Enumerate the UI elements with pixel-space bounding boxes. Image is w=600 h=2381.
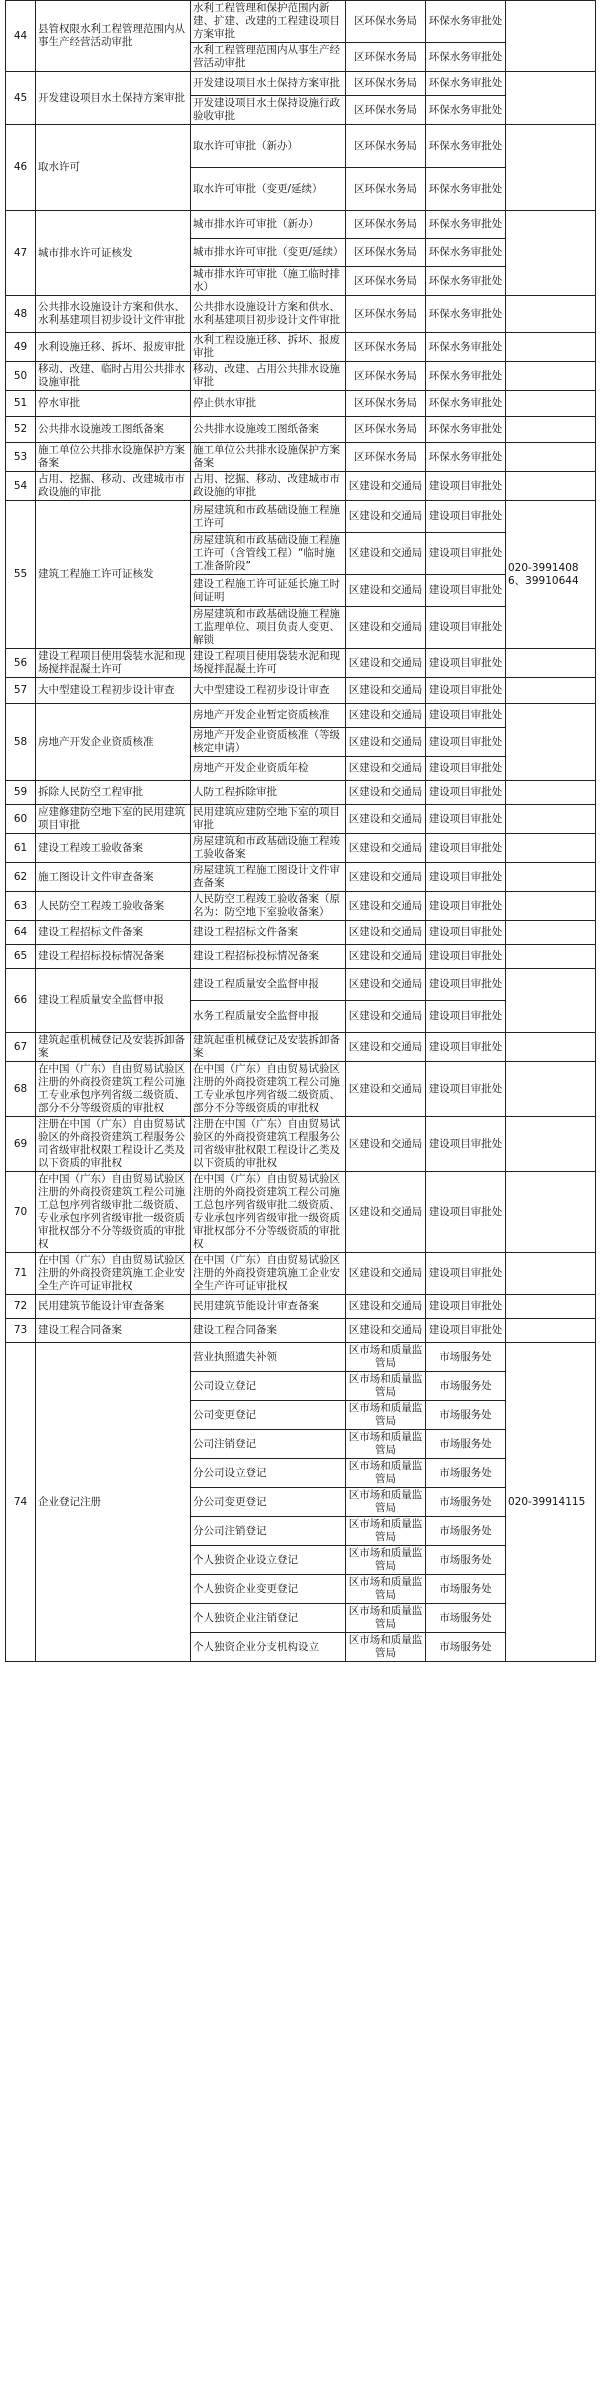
handling-office: 环保水务审批处 — [426, 43, 506, 72]
handling-office: 市场服务处 — [426, 1459, 506, 1488]
item-number: 70 — [6, 1172, 36, 1253]
sub-item-name: 公司变更登记 — [191, 1401, 346, 1430]
department: 区市场和质量监管局 — [346, 1343, 426, 1372]
table-row — [6, 417, 596, 443]
contact-phone — [506, 125, 596, 211]
sub-item-name: 水利工程管理范围内从事生产经营活动审批 — [191, 43, 346, 72]
sub-item-name: 分公司变更登记 — [191, 1488, 346, 1517]
item-number: 63 — [6, 892, 36, 921]
item-name: 大中型建设工程初步设计审查 — [36, 678, 191, 704]
department: 区环保水务局 — [346, 239, 426, 267]
table-row — [6, 501, 596, 533]
table-row — [6, 362, 596, 391]
sub-item-name: 注册在中国（广东）自由贸易试验区的外商投资建筑工程服务公司省级审批权限工程设计乙类及以下资质的审批权 — [191, 1117, 346, 1172]
item-number: 59 — [6, 781, 36, 805]
table-row — [6, 921, 596, 945]
contact-phone: 020-39914086、39910644 — [506, 501, 596, 649]
contact-phone — [506, 649, 596, 678]
item-name: 企业登记注册 — [36, 1343, 191, 1662]
contact-phone — [506, 417, 596, 443]
sub-item-name: 公司设立登记 — [191, 1372, 346, 1401]
contact-phone — [506, 834, 596, 863]
contact-phone — [506, 921, 596, 945]
sub-item-name: 移动、改建、占用公共排水设施审批 — [191, 362, 346, 391]
sub-item-name: 个人独资企业变更登记 — [191, 1575, 346, 1604]
sub-item-name: 大中型建设工程初步设计审查 — [191, 678, 346, 704]
sub-item-name: 分公司设立登记 — [191, 1459, 346, 1488]
handling-office: 建设项目审批处 — [426, 1033, 506, 1062]
table-row — [6, 391, 596, 417]
contact-phone — [506, 72, 596, 125]
sub-item-name: 人民防空工程竣工验收备案（原名为：防空地下室验收备案） — [191, 892, 346, 921]
sub-item-name: 建设工程招标投标情况备案 — [191, 945, 346, 969]
department: 区环保水务局 — [346, 417, 426, 443]
handling-office: 建设项目审批处 — [426, 863, 506, 892]
department: 区建设和交通局 — [346, 1001, 426, 1033]
table-row — [6, 72, 596, 96]
handling-office: 建设项目审批处 — [426, 704, 506, 728]
item-number: 64 — [6, 921, 36, 945]
table-row — [6, 834, 596, 863]
item-number: 69 — [6, 1117, 36, 1172]
sub-item-name: 民用建筑应建防空地下室的项目审批 — [191, 805, 346, 834]
item-number: 54 — [6, 472, 36, 501]
item-number: 74 — [6, 1343, 36, 1662]
handling-office: 建设项目审批处 — [426, 1295, 506, 1319]
department: 区环保水务局 — [346, 267, 426, 296]
department: 区市场和质量监管局 — [346, 1459, 426, 1488]
sub-item-name: 人防工程拆除审批 — [191, 781, 346, 805]
handling-office: 环保水务审批处 — [426, 1, 506, 43]
contact-phone: 020-39914115 — [506, 1343, 596, 1662]
item-name: 建设工程竣工验收备案 — [36, 834, 191, 863]
handling-office: 建设项目审批处 — [426, 1117, 506, 1172]
item-number: 48 — [6, 296, 36, 333]
sub-item-name: 停止供水审批 — [191, 391, 346, 417]
item-name: 占用、挖掘、移动、改建城市市政设施的审批 — [36, 472, 191, 501]
department: 区环保水务局 — [346, 333, 426, 362]
item-name: 城市排水许可证核发 — [36, 211, 191, 296]
handling-office: 市场服务处 — [426, 1488, 506, 1517]
sub-item-name: 城市排水许可审批（施工临时排水） — [191, 267, 346, 296]
contact-phone — [506, 678, 596, 704]
sub-item-name: 公司注销登记 — [191, 1430, 346, 1459]
handling-office: 环保水务审批处 — [426, 267, 506, 296]
sub-item-name: 房屋建筑和市政基础设施工程竣工验收备案 — [191, 834, 346, 863]
department: 区环保水务局 — [346, 211, 426, 239]
item-number: 44 — [6, 1, 36, 72]
handling-office: 环保水务审批处 — [426, 211, 506, 239]
item-name: 应建修建防空地下室的民用建筑项目审批 — [36, 805, 191, 834]
contact-phone — [506, 211, 596, 296]
table-row — [6, 805, 596, 834]
sub-item-name: 在中国（广东）自由贸易试验区注册的外商投资建筑工程公司施工专业承包序列省级二级资质、部分不分等级资质的审批权 — [191, 1062, 346, 1117]
handling-office: 市场服务处 — [426, 1430, 506, 1459]
table-row — [6, 125, 596, 168]
handling-office: 建设项目审批处 — [426, 728, 506, 757]
department: 区市场和质量监管局 — [346, 1604, 426, 1633]
sub-item-name: 取水许可审批（变更/延续） — [191, 168, 346, 211]
sub-item-name: 取水许可审批（新办） — [191, 125, 346, 168]
handling-office: 建设项目审批处 — [426, 921, 506, 945]
item-name: 移动、改建、临时占用公共排水设施审批 — [36, 362, 191, 391]
handling-office: 建设项目审批处 — [426, 1001, 506, 1033]
handling-office: 建设项目审批处 — [426, 533, 506, 575]
item-number: 56 — [6, 649, 36, 678]
handling-office: 市场服务处 — [426, 1372, 506, 1401]
department: 区建设和交通局 — [346, 921, 426, 945]
item-name: 施工单位公共排水设施保护方案备案 — [36, 443, 191, 472]
department: 区建设和交通局 — [346, 728, 426, 757]
department: 区建设和交通局 — [346, 472, 426, 501]
sub-item-name: 个人独资企业注销登记 — [191, 1604, 346, 1633]
table-row — [6, 969, 596, 1001]
department: 区建设和交通局 — [346, 1172, 426, 1253]
item-number: 46 — [6, 125, 36, 211]
item-number: 58 — [6, 704, 36, 781]
contact-phone — [506, 704, 596, 781]
sub-item-name: 公共排水设施设计方案和供水、水利基建项目初步设计文件审批 — [191, 296, 346, 333]
sub-item-name: 民用建筑节能设计审查备案 — [191, 1295, 346, 1319]
handling-office: 市场服务处 — [426, 1604, 506, 1633]
contact-phone — [506, 1033, 596, 1062]
item-name: 开发建设项目水土保持方案审批 — [36, 72, 191, 125]
department: 区市场和质量监管局 — [346, 1517, 426, 1546]
handling-office: 环保水务审批处 — [426, 168, 506, 211]
sub-item-name: 建筑起重机械登记及安装拆卸备案 — [191, 1033, 346, 1062]
item-number: 49 — [6, 333, 36, 362]
handling-office: 建设项目审批处 — [426, 1319, 506, 1343]
department: 区建设和交通局 — [346, 757, 426, 781]
sub-item-name: 房地产开发企业资质核准（等级核定申请） — [191, 728, 346, 757]
sub-item-name: 个人独资企业分支机构设立 — [191, 1633, 346, 1662]
table-row — [6, 1062, 596, 1117]
item-name: 房地产开发企业资质核准 — [36, 704, 191, 781]
handling-office: 建设项目审批处 — [426, 501, 506, 533]
item-name: 县管权限水利工程管理范围内从事生产经营活动审批 — [36, 1, 191, 72]
item-name: 建设工程招标投标情况备案 — [36, 945, 191, 969]
department: 区建设和交通局 — [346, 781, 426, 805]
item-name: 建设工程项目使用袋装水泥和现场搅拌混凝土许可 — [36, 649, 191, 678]
handling-office: 建设项目审批处 — [426, 1172, 506, 1253]
item-number: 72 — [6, 1295, 36, 1319]
table-row — [6, 678, 596, 704]
department: 区环保水务局 — [346, 125, 426, 168]
sub-item-name: 房屋建筑和市政基础设施工程施工许可 — [191, 501, 346, 533]
contact-phone — [506, 1117, 596, 1172]
approval-items-table — [5, 0, 596, 1662]
sub-item-name: 房屋建筑和市政基础设施工程施工监理单位、项目负责人变更、解锁 — [191, 607, 346, 649]
department: 区建设和交通局 — [346, 892, 426, 921]
department: 区建设和交通局 — [346, 649, 426, 678]
sub-item-name: 施工单位公共排水设施保护方案备案 — [191, 443, 346, 472]
handling-office: 建设项目审批处 — [426, 945, 506, 969]
table-row — [6, 1319, 596, 1343]
handling-office: 环保水务审批处 — [426, 391, 506, 417]
handling-office: 建设项目审批处 — [426, 1253, 506, 1295]
department: 区环保水务局 — [346, 96, 426, 125]
item-number: 67 — [6, 1033, 36, 1062]
table-row — [6, 704, 596, 728]
item-name: 建设工程招标文件备案 — [36, 921, 191, 945]
sub-item-name: 开发建设项目水土保持方案审批 — [191, 72, 346, 96]
contact-phone — [506, 1319, 596, 1343]
contact-phone — [506, 969, 596, 1033]
department: 区建设和交通局 — [346, 1033, 426, 1062]
sub-item-name: 建设工程招标文件备案 — [191, 921, 346, 945]
item-number: 50 — [6, 362, 36, 391]
sub-item-name: 个人独资企业设立登记 — [191, 1546, 346, 1575]
contact-phone — [506, 443, 596, 472]
department: 区建设和交通局 — [346, 704, 426, 728]
contact-phone — [506, 781, 596, 805]
department: 区环保水务局 — [346, 168, 426, 211]
handling-office: 建设项目审批处 — [426, 969, 506, 1001]
contact-phone — [506, 472, 596, 501]
sub-item-name: 营业执照遗失补领 — [191, 1343, 346, 1372]
department: 区建设和交通局 — [346, 1253, 426, 1295]
item-name: 在中国（广东）自由贸易试验区注册的外商投资建筑工程公司施工总包序列省级审批二级资质、专业承包序列省级审批一级资质审批权部分不分等级资质的审批权 — [36, 1172, 191, 1253]
department: 区建设和交通局 — [346, 945, 426, 969]
department: 区建设和交通局 — [346, 969, 426, 1001]
table-row — [6, 781, 596, 805]
handling-office: 市场服务处 — [426, 1546, 506, 1575]
handling-office: 建设项目审批处 — [426, 472, 506, 501]
handling-office: 市场服务处 — [426, 1343, 506, 1372]
table-row — [6, 1343, 596, 1372]
table-row — [6, 1, 596, 43]
item-number: 47 — [6, 211, 36, 296]
department: 区环保水务局 — [346, 43, 426, 72]
sub-item-name: 房屋建筑工程施工图设计文件审查备案 — [191, 863, 346, 892]
table-row — [6, 649, 596, 678]
department: 区市场和质量监管局 — [346, 1575, 426, 1604]
sub-item-name: 城市排水许可审批（新办） — [191, 211, 346, 239]
item-name: 建筑起重机械登记及安装拆卸备案 — [36, 1033, 191, 1062]
handling-office: 建设项目审批处 — [426, 575, 506, 607]
sub-item-name: 在中国（广东）自由贸易试验区注册的外商投资建筑施工企业安全生产许可证审批权 — [191, 1253, 346, 1295]
department: 区市场和质量监管局 — [346, 1546, 426, 1575]
contact-phone — [506, 863, 596, 892]
handling-office: 市场服务处 — [426, 1401, 506, 1430]
sub-item-name: 房地产开发企业资质年检 — [191, 757, 346, 781]
item-name: 水利设施迁移、拆坏、报废审批 — [36, 333, 191, 362]
handling-office: 市场服务处 — [426, 1633, 506, 1662]
department: 区建设和交通局 — [346, 533, 426, 575]
department: 区环保水务局 — [346, 362, 426, 391]
table-row — [6, 1295, 596, 1319]
sub-item-name: 房地产开发企业暂定资质核准 — [191, 704, 346, 728]
department: 区环保水务局 — [346, 1, 426, 43]
department: 区市场和质量监管局 — [346, 1430, 426, 1459]
handling-office: 环保水务审批处 — [426, 362, 506, 391]
department: 区建设和交通局 — [346, 1319, 426, 1343]
item-number: 62 — [6, 863, 36, 892]
handling-office: 建设项目审批处 — [426, 892, 506, 921]
item-number: 68 — [6, 1062, 36, 1117]
item-number: 55 — [6, 501, 36, 649]
sub-item-name: 房屋建筑和市政基础设施工程施工许可（含管线工程）“临时施工准备阶段” — [191, 533, 346, 575]
handling-office: 建设项目审批处 — [426, 1062, 506, 1117]
handling-office: 建设项目审批处 — [426, 834, 506, 863]
department: 区建设和交通局 — [346, 678, 426, 704]
sub-item-name: 分公司注销登记 — [191, 1517, 346, 1546]
contact-phone — [506, 362, 596, 391]
item-name: 施工图设计文件审查备案 — [36, 863, 191, 892]
item-number: 53 — [6, 443, 36, 472]
item-number: 51 — [6, 391, 36, 417]
item-number: 52 — [6, 417, 36, 443]
contact-phone — [506, 1062, 596, 1117]
contact-phone — [506, 1, 596, 72]
sub-item-name: 建设工程项目使用袋装水泥和现场搅拌混凝土许可 — [191, 649, 346, 678]
sub-item-name: 水利工程管理和保护范围内新建、扩建、改建的工程建设项目方案审批 — [191, 1, 346, 43]
item-name: 在中国（广东）自由贸易试验区注册的外商投资建筑施工企业安全生产许可证审批权 — [36, 1253, 191, 1295]
handling-office: 环保水务审批处 — [426, 443, 506, 472]
table-body — [6, 1, 596, 1662]
department: 区环保水务局 — [346, 391, 426, 417]
department: 区市场和质量监管局 — [346, 1633, 426, 1662]
contact-phone — [506, 1295, 596, 1319]
table-row — [6, 892, 596, 921]
department: 区环保水务局 — [346, 296, 426, 333]
department: 区建设和交通局 — [346, 1062, 426, 1117]
item-name: 拆除人民防空工程审批 — [36, 781, 191, 805]
table-row — [6, 863, 596, 892]
table-row — [6, 333, 596, 362]
handling-office: 建设项目审批处 — [426, 649, 506, 678]
table-row — [6, 472, 596, 501]
contact-phone — [506, 391, 596, 417]
department: 区环保水务局 — [346, 72, 426, 96]
department: 区建设和交通局 — [346, 607, 426, 649]
item-number: 61 — [6, 834, 36, 863]
handling-office: 建设项目审批处 — [426, 805, 506, 834]
department: 区市场和质量监管局 — [346, 1488, 426, 1517]
department: 区建设和交通局 — [346, 805, 426, 834]
contact-phone — [506, 805, 596, 834]
item-name: 停水审批 — [36, 391, 191, 417]
table-row — [6, 1172, 596, 1253]
contact-phone — [506, 1172, 596, 1253]
item-name: 建筑工程施工许可证核发 — [36, 501, 191, 649]
handling-office: 市场服务处 — [426, 1575, 506, 1604]
item-number: 71 — [6, 1253, 36, 1295]
handling-office: 市场服务处 — [426, 1517, 506, 1546]
contact-phone — [506, 296, 596, 333]
table-row — [6, 945, 596, 969]
item-name: 注册在中国（广东）自由贸易试验区的外商投资建筑工程服务公司省级审批权限工程设计乙类及以下资质的审批权 — [36, 1117, 191, 1172]
handling-office: 建设项目审批处 — [426, 757, 506, 781]
sub-item-name: 城市排水许可审批（变更/延续） — [191, 239, 346, 267]
handling-office: 环保水务审批处 — [426, 96, 506, 125]
item-number: 57 — [6, 678, 36, 704]
table-row — [6, 1253, 596, 1295]
sub-item-name: 水务工程质量安全监督申报 — [191, 1001, 346, 1033]
handling-office: 建设项目审批处 — [426, 607, 506, 649]
department: 区建设和交通局 — [346, 863, 426, 892]
item-number: 65 — [6, 945, 36, 969]
handling-office: 环保水务审批处 — [426, 239, 506, 267]
department: 区市场和质量监管局 — [346, 1372, 426, 1401]
item-name: 建设工程质量安全监督申报 — [36, 969, 191, 1033]
handling-office: 环保水务审批处 — [426, 72, 506, 96]
department: 区建设和交通局 — [346, 1295, 426, 1319]
sub-item-name: 建设工程合同备案 — [191, 1319, 346, 1343]
contact-phone — [506, 945, 596, 969]
department: 区建设和交通局 — [346, 575, 426, 607]
department: 区建设和交通局 — [346, 1117, 426, 1172]
item-name: 取水许可 — [36, 125, 191, 211]
handling-office: 环保水务审批处 — [426, 333, 506, 362]
table-row — [6, 1033, 596, 1062]
table-row — [6, 211, 596, 239]
item-name: 公共排水设施设计方案和供水、水利基建项目初步设计文件审批 — [36, 296, 191, 333]
handling-office: 环保水务审批处 — [426, 125, 506, 168]
item-name: 人民防空工程竣工验收备案 — [36, 892, 191, 921]
item-number: 45 — [6, 72, 36, 125]
contact-phone — [506, 892, 596, 921]
department: 区环保水务局 — [346, 443, 426, 472]
handling-office: 建设项目审批处 — [426, 678, 506, 704]
contact-phone — [506, 333, 596, 362]
table-row — [6, 296, 596, 333]
sub-item-name: 开发建设项目水土保持设施行政验收审批 — [191, 96, 346, 125]
table-row — [6, 443, 596, 472]
item-number: 66 — [6, 969, 36, 1033]
item-name: 公共排水设施竣工图纸备案 — [36, 417, 191, 443]
department: 区建设和交通局 — [346, 501, 426, 533]
item-number: 73 — [6, 1319, 36, 1343]
item-number: 60 — [6, 805, 36, 834]
handling-office: 环保水务审批处 — [426, 417, 506, 443]
handling-office: 环保水务审批处 — [426, 296, 506, 333]
sub-item-name: 建设工程施工许可证延长施工时间证明 — [191, 575, 346, 607]
table-row — [6, 1117, 596, 1172]
item-name: 建设工程合同备案 — [36, 1319, 191, 1343]
sub-item-name: 占用、挖掘、移动、改建城市市政设施的审批 — [191, 472, 346, 501]
sub-item-name: 建设工程质量安全监督申报 — [191, 969, 346, 1001]
contact-phone — [506, 1253, 596, 1295]
sub-item-name: 在中国（广东）自由贸易试验区注册的外商投资建筑工程公司施工总包序列省级审批二级资质、专业承包序列省级审批一级资质审批权部分不分等级资质的审批权 — [191, 1172, 346, 1253]
sub-item-name: 水利工程设施迁移、拆坏、报废审批 — [191, 333, 346, 362]
department: 区建设和交通局 — [346, 834, 426, 863]
department: 区市场和质量监管局 — [346, 1401, 426, 1430]
item-name: 在中国（广东）自由贸易试验区注册的外商投资建筑工程公司施工专业承包序列省级二级资质、部分不分等级资质的审批权 — [36, 1062, 191, 1117]
handling-office: 建设项目审批处 — [426, 781, 506, 805]
sub-item-name: 公共排水设施竣工图纸备案 — [191, 417, 346, 443]
item-name: 民用建筑节能设计审查备案 — [36, 1295, 191, 1319]
